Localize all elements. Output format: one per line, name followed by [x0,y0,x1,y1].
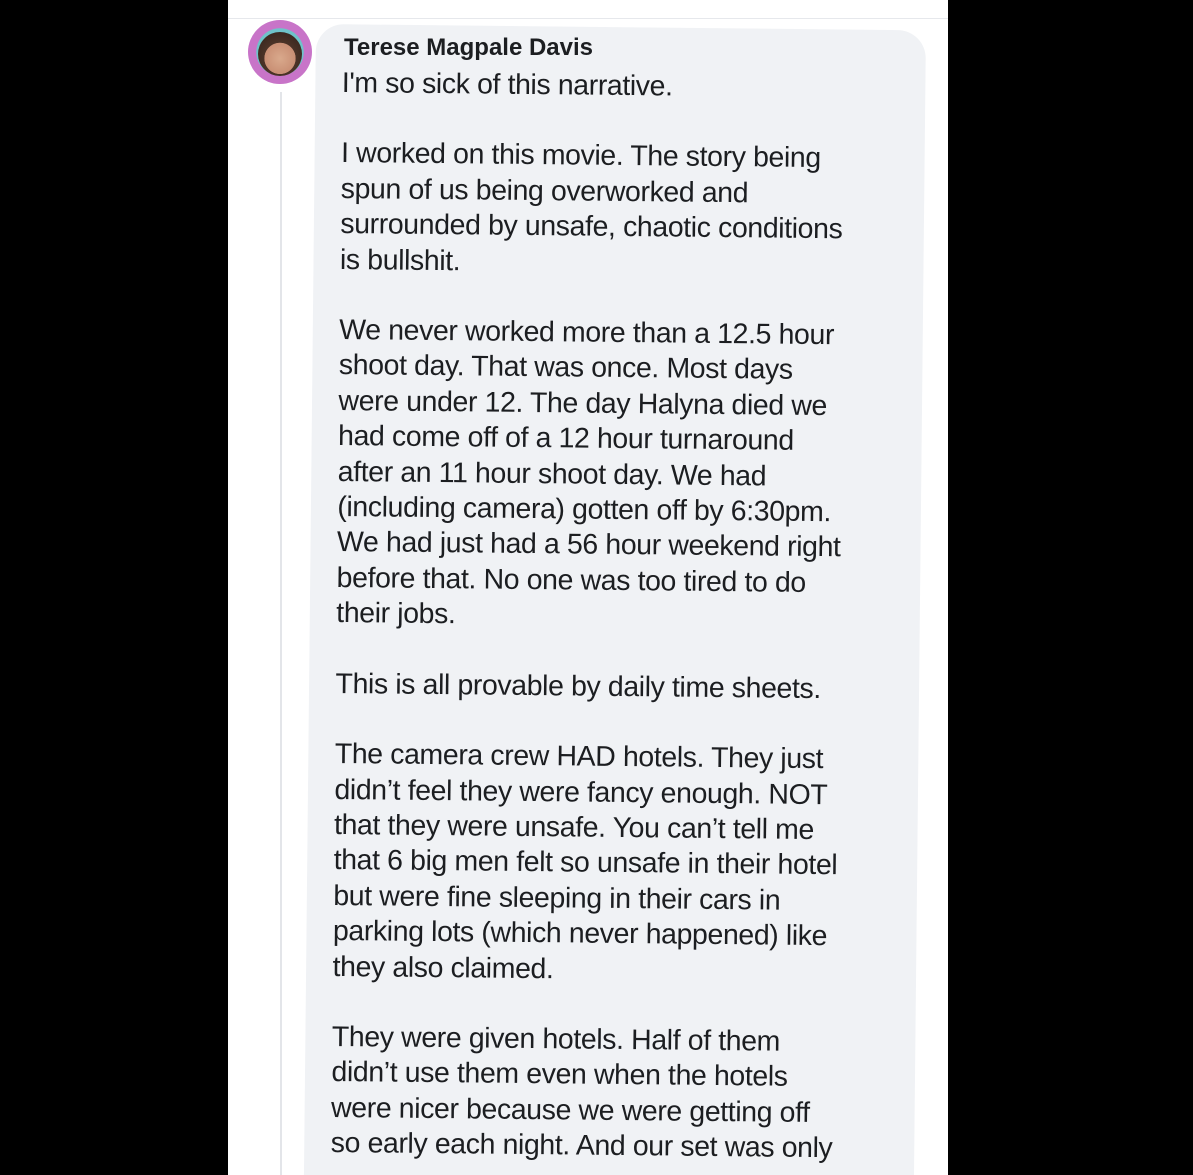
comment-line: parking lots (which never happened) like [332,915,828,953]
comment-line: (including camera) gotten off by 6:30pm. [337,491,832,529]
comment-line: I worked on this movie. The story being [340,137,821,175]
comment-line: didn’t feel they were fancy enough. NOT [334,773,828,811]
comment-paragraph [340,136,941,284]
comment-line: were nicer because we were getting off [330,1091,810,1129]
comment-line: that they were unsafe. You can’t tell me [333,808,815,846]
comment-line: after an 11 hour shoot day. We had [337,455,767,493]
comment-line: so early each night. And our set was only [330,1127,833,1165]
top-divider [228,18,948,19]
comment-line: spun of us being overworked and [340,172,749,210]
comment-line: The camera crew HAD hotels. They just [334,738,824,776]
comment-paragraph [342,66,942,108]
comment-line: before that. No one was too tired to do [336,561,807,599]
comment-line: their jobs. [336,597,456,631]
comment-paragraph [331,1020,932,1168]
comment-line: We never worked more than a 12.5 hour [339,314,835,352]
comment-line: They were given hotels. Half of them [331,1020,781,1058]
comment-line: didn’t use them even when the hotels [331,1056,788,1094]
comment-line: had come off of a 12 hour turnaround [337,420,794,458]
comment-line: This is all provable by daily time sheets. [335,667,822,705]
avatar-photo-icon [258,32,302,76]
comment-line: We had just had a 56 hour weekend right [336,526,841,564]
thread-line [280,92,282,1175]
comment-paragraph [335,667,935,709]
comment-paragraph [332,737,935,991]
comment-line: but were fine sleeping in their cars in [333,879,781,917]
comment-line: surrounded by unsafe, chaotic conditions [340,208,843,246]
comment-line: they also claimed. [332,950,554,985]
comment-panel [228,0,948,1175]
comment-author-name[interactable]: Terese Magpale Davis [344,34,594,61]
comment-line: I'm so sick of this narrative. [341,66,673,103]
comment-body [330,66,942,1175]
comment-line: were under 12. The day Halyna died we [338,384,828,422]
comment-paragraph [336,313,939,638]
comment-line: is bullshit. [339,243,461,277]
avatar[interactable] [248,20,312,84]
comment-line: shoot day. That was once. Most days [338,349,793,387]
comment-line: that 6 big men felt so unsafe in their hotel [333,844,838,882]
